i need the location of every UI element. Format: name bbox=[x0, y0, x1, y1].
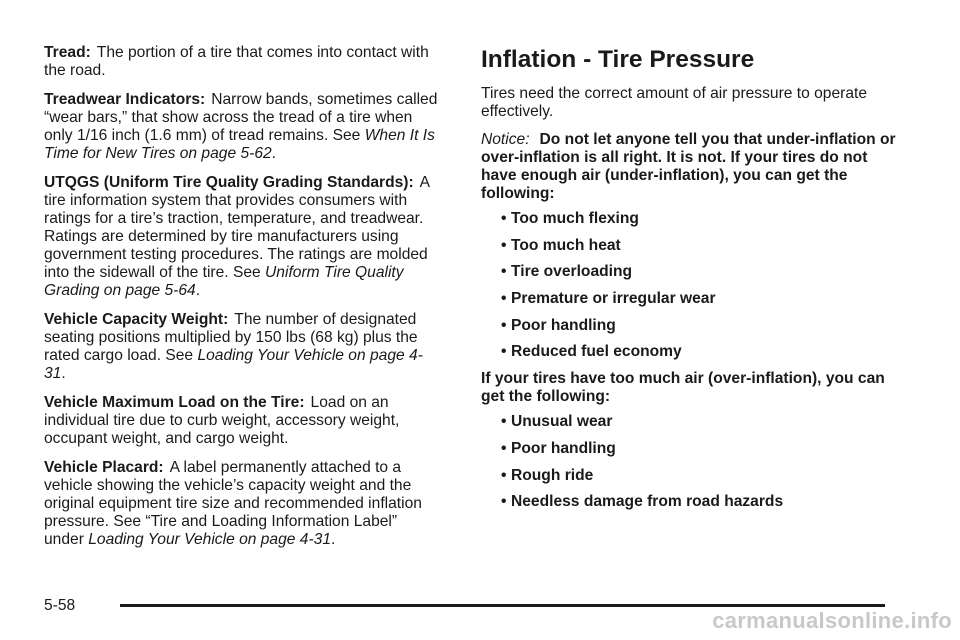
watermark-text: carmanualsonline.info bbox=[712, 608, 952, 633]
notice-label: Notice: bbox=[481, 131, 530, 148]
list-item-text: Poor handling bbox=[511, 316, 616, 334]
list-item bbox=[501, 263, 901, 281]
bullet-icon: • bbox=[501, 466, 507, 484]
inflation-section bbox=[481, 44, 901, 520]
glossary-column bbox=[44, 44, 440, 560]
list-item-text: Reduced fuel economy bbox=[511, 343, 682, 361]
list-item-text: Poor handling bbox=[511, 439, 616, 457]
list-item-text: Rough ride bbox=[511, 466, 594, 484]
bullet-icon: • bbox=[501, 413, 507, 431]
glossary-term: Vehicle Maximum Load on the Tire: bbox=[44, 394, 305, 411]
list-item-text: Too much flexing bbox=[511, 210, 639, 227]
cross-reference: Loading Your Vehicle on page 4-31 bbox=[88, 531, 331, 548]
notice-paragraph bbox=[481, 131, 901, 203]
bullet-icon: • bbox=[501, 263, 507, 281]
cross-reference: Uniform Tire Quality Grading on page 5-64 bbox=[44, 264, 404, 299]
cross-reference: Loading Your Vehicle on page 4-31 bbox=[44, 347, 423, 382]
glossary-definition: Load on an individual tire due to curb weight, accessory weight, occupant weight, and cargo weight. bbox=[44, 394, 400, 447]
list-item bbox=[501, 493, 901, 511]
bullet-icon: • bbox=[501, 439, 507, 457]
glossary-entry bbox=[44, 311, 440, 383]
glossary-entry bbox=[44, 91, 440, 163]
glossary-entry bbox=[44, 44, 440, 80]
over-inflation-list bbox=[481, 413, 901, 511]
list-item bbox=[501, 413, 901, 431]
glossary-definition: The number of designated seating positions multiplied by 150 lbs (68 kg) plus the rated cargo load. See bbox=[44, 311, 418, 364]
list-item bbox=[501, 467, 901, 485]
cross-reference: When It Is Time for New Tires on page 5-62 bbox=[44, 127, 435, 162]
under-inflation-list bbox=[481, 210, 901, 361]
bullet-icon: • bbox=[501, 343, 507, 361]
glossary-entry bbox=[44, 394, 440, 448]
glossary-term: UTQGS (Uniform Tire Quality Grading Standards): bbox=[44, 174, 414, 191]
list-item-text: Tire overloading bbox=[511, 263, 633, 281]
list-item-text: Needless damage from road hazards bbox=[511, 493, 784, 511]
glossary-definition: . bbox=[331, 531, 336, 548]
list-item bbox=[501, 343, 901, 361]
glossary-term: Treadwear Indicators: bbox=[44, 91, 206, 108]
section-heading: Inflation - Tire Pressure bbox=[481, 46, 755, 73]
glossary-definition: The portion of a tire that comes into contact with the road. bbox=[44, 44, 429, 79]
glossary-definition: A tire information system that provides consumers with ratings for a tire’s traction, temperature, and treadwear. Ratings are determined by tire manufacturers using government testing procedures. The ratings are molded into the sidewall of the tire. See bbox=[44, 174, 430, 281]
notice-text: Do not let anyone tell you that under-inflation or over-inflation is all right. It is not. If your tires do not have enough air (under-inflation), you can get the following: bbox=[481, 131, 896, 202]
glossary-entry bbox=[44, 459, 440, 549]
glossary-entry bbox=[44, 174, 440, 300]
bullet-icon: • bbox=[501, 210, 507, 227]
bullet-icon: • bbox=[501, 290, 507, 308]
over-inflation-intro: If your tires have too much air (over-inflation), you can get the following: bbox=[481, 370, 885, 406]
list-item-text: Unusual wear bbox=[511, 413, 613, 431]
bullet-icon: • bbox=[501, 236, 507, 254]
glossary-term: Vehicle Capacity Weight: bbox=[44, 311, 229, 328]
list-item bbox=[501, 440, 901, 458]
footer-rule bbox=[120, 604, 885, 607]
glossary-term: Tread: bbox=[44, 44, 91, 61]
glossary-definition: A label permanently attached to a vehicle showing the vehicle’s capacity weight and the original equipment tire size and recommended inflation pressure. See “Tire and Loading Information Label” under bbox=[44, 459, 422, 548]
bullet-icon: • bbox=[501, 316, 507, 334]
list-item bbox=[501, 237, 901, 255]
list-item bbox=[501, 290, 901, 308]
glossary-definition: Narrow bands, sometimes called “wear bars,” that show across the tread of a tire when only 1/16 inch (1.6 mm) of tread remains. See bbox=[44, 91, 438, 144]
glossary-definition: . bbox=[271, 145, 277, 162]
list-item bbox=[501, 317, 901, 335]
glossary-term: Vehicle Placard: bbox=[44, 459, 164, 476]
bullet-icon: • bbox=[501, 493, 507, 511]
list-item-text: Premature or irregular wear bbox=[511, 290, 716, 308]
glossary-definition: . bbox=[61, 365, 66, 382]
glossary-definition: . bbox=[195, 282, 201, 299]
intro-paragraph: Tires need the correct amount of air pressure to operate effectively. bbox=[481, 85, 867, 120]
list-item bbox=[501, 210, 901, 228]
list-item-text: Too much heat bbox=[511, 236, 621, 254]
page-number: 5-58 bbox=[44, 597, 76, 614]
